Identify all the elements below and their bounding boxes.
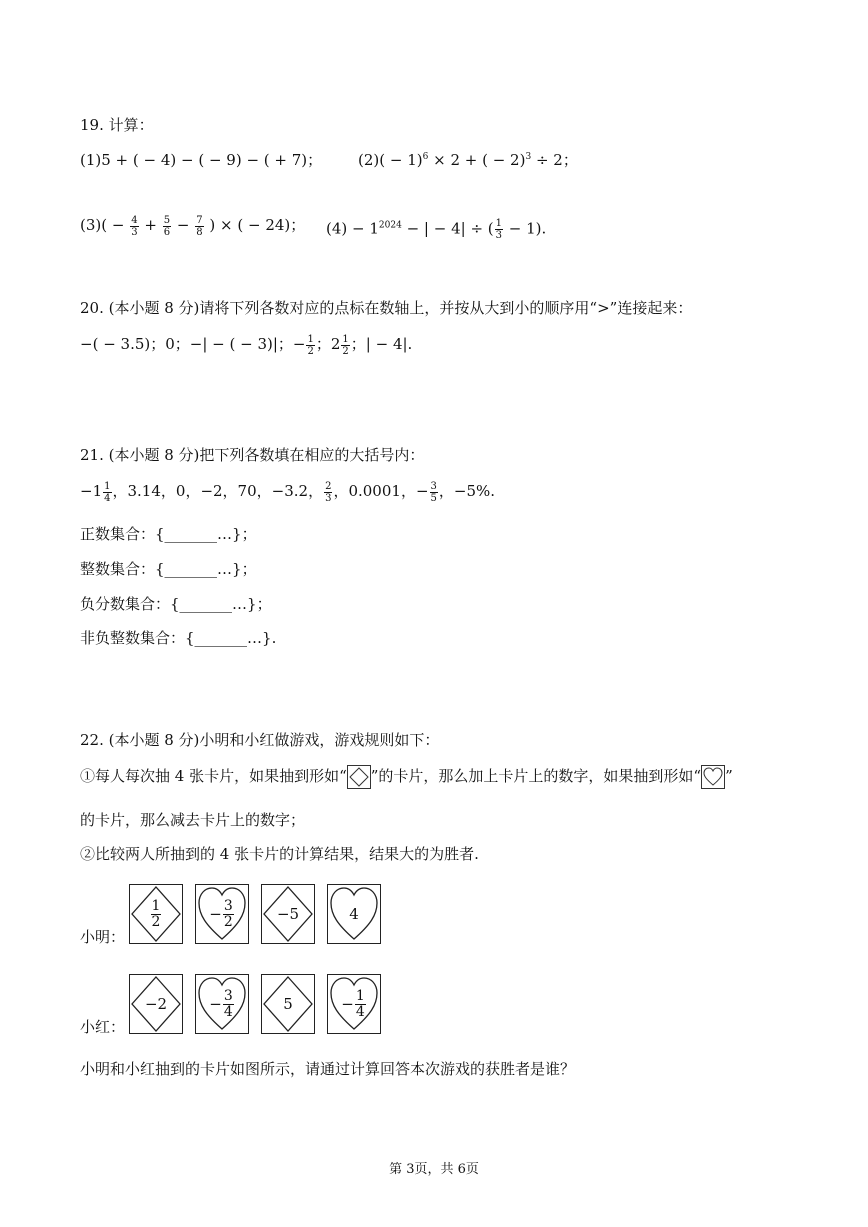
card-diamond [261,974,315,1034]
page-footer: 第 3页，共 6页 [389,1162,479,1177]
set-nonneg-integer: 非负整数集合：{_______…}. [80,629,277,647]
card-heart [327,884,381,944]
card-diamond [129,884,183,944]
q22-rule2: ②比较两人所抽到的 4 张卡片的计算结果，结果大的为胜者. [80,845,479,863]
q19-part2: $(2)( - 1)^6 \times 2$ + ( − 2)$^3$ ÷ 2； [358,151,578,169]
fraction: $\frac{1}{3}$ [495,218,503,241]
q19-part1: (1)5 + ( − 4) − ( − 9) − ( + 7)； [80,151,323,169]
fraction: $\frac{3}{5}$ [430,480,437,504]
label-xiaoming: 小明： [80,928,126,946]
card-value: 5 [283,995,293,1013]
card-diamond [261,884,315,944]
q22-rule1: ①每人每次抽 4 张卡片，如果抽到形如“ ”的卡片，那么加上卡片上的数字，如果抽到形如“ ” [80,765,733,789]
fraction: $\frac{7}{8}$ [196,214,203,238]
card-heart [195,974,249,1034]
card-value: −5 [276,905,300,923]
q22-question: 小明和小红抽到的卡片如图所示，请通过计算回答本次游戏的获胜者是谁？ [80,1060,576,1078]
q19-part3: (3)( − $\frac{4}{3}$ + $\frac{5}{6}$ − $\frac{7}{8}$ ) × ( − 24)； [80,214,306,238]
card-value: −2 [144,995,168,1013]
card-diamond [129,974,183,1034]
q22-rule1-cont: 的卡片，那么减去卡片上的数字； [80,811,306,829]
fraction: $\frac{2}{3}$ [325,480,332,504]
q21-numbers: −1 $\frac{1}{4}$ ，3.14，0，−2，70，−3.2， $\frac{2}{3}$ ，0.0001，− $\frac{3}{5}$ ，−5%. [80,480,496,504]
q22-title: 22. (本小题 8 分)小明和小红做游戏，游戏规则如下： [80,731,440,749]
diamond-icon [347,765,371,789]
card-value: − $\frac{1}{4}$ [341,987,365,1020]
fraction: $\frac{4}{3}$ [131,214,138,238]
card-value: − $\frac{3}{4}$ [209,987,233,1020]
card-value: $\frac{1}{2}$ [151,897,161,930]
fraction: $\frac{1}{4}$ [104,480,111,504]
label-xiaohong: 小红： [80,1018,126,1036]
heart-icon [701,765,725,789]
q20-title: 20. (本小题 8 分)请将下列各数对应的点标在数轴上，并按从大到小的顺序用“>”连接起来： [80,299,693,317]
fraction: $\frac{1}{2}$ [307,333,314,357]
q19-part4: $(4) - 1^{2024}$ − | − 4| ÷ ( $\frac{1}{3}$ − 1). [326,218,547,241]
set-negative-fraction: 负分数集合：{_______…}； [80,595,272,613]
card-value: 4 [349,905,359,923]
set-integer: 整数集合：{_______…}； [80,560,257,578]
card-value: − $\frac{3}{2}$ [209,897,233,930]
q20-numbers: −( − 3.5)；0；−| − ( − 3)|；− $\frac{1}{2}$ ；2 $\frac{1}{2}$ ；| − 4|. [80,333,413,357]
q21-title: 21. (本小题 8 分)把下列各数填在相应的大括号内： [80,446,425,464]
fraction: $\frac{5}{6}$ [163,214,171,238]
fraction: $\frac{1}{2}$ [342,333,349,357]
q19-title: 19. 计算： [80,116,154,134]
card-heart [327,974,381,1034]
card-heart [195,884,249,944]
set-positive: 正数集合：{_______…}； [80,525,257,543]
